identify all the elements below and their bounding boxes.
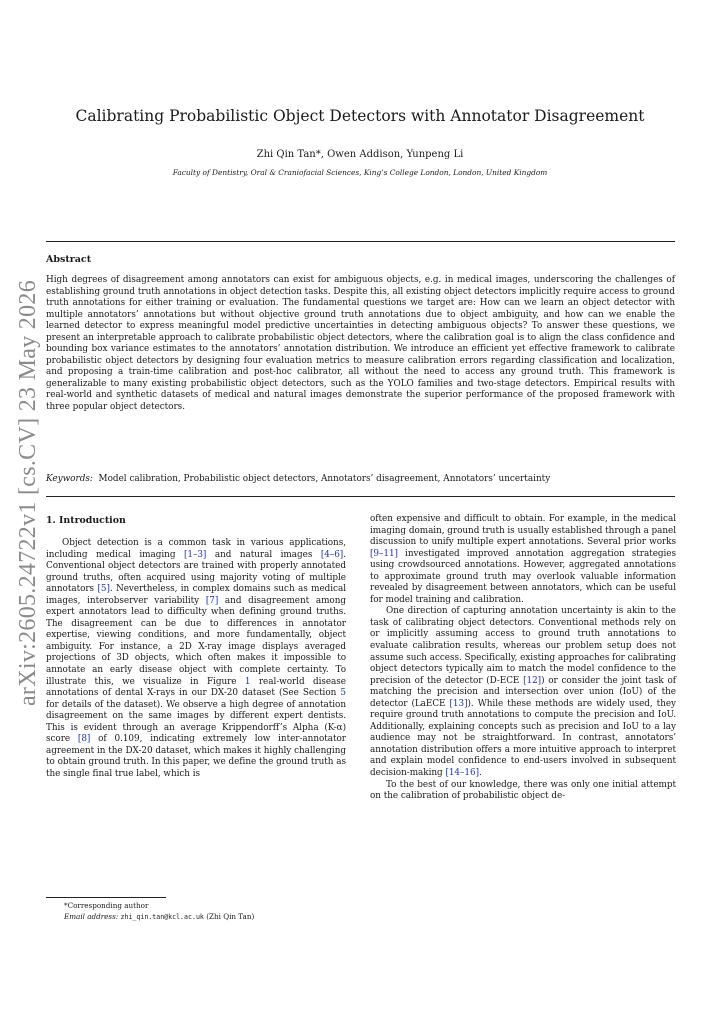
section-reference-link[interactable]: 5 [340, 688, 346, 699]
email-label: Email address: [64, 911, 119, 921]
keywords-label: Keywords: [46, 474, 93, 484]
citation-link[interactable]: [5] [97, 584, 110, 595]
footnote-rule [46, 897, 166, 898]
intro-paragraph-3: To the best of our knowledge, there was only one initial attempt on the calibration of probabilistic object de- [370, 779, 676, 802]
arxiv-sidebar-stamp: arXiv:2605.24722v1 [cs.CV] 23 May 2026 [15, 279, 41, 707]
email-note [46, 912, 346, 923]
citation-link[interactable]: [4–6] [320, 549, 344, 560]
intro-paragraph-continued: often expensive and difficult to obtain. For example, in the medical imaging domain, ground truth is usually established through a panel discussion to unify multiple expert annotations. Several prior works [9–11] investigated improved annotation aggregation strategies using crowdsourced annotations. However, aggregated annotations to approximate ground truth may overlook valuable information revealed by disagreement between annotators, which can be useful for model training and calibration. [370, 514, 677, 605]
footnote [46, 901, 346, 922]
intro-paragraph-1: Object detection is a common task in various applications, including medical imaging [1–3] and natural images [4–6]. Conventional object detectors are trained with properly annotated ground truths, often acquired using majority voting of multiple annotators [5]. Nevertheless, in complex domains such as medical images, interobserver variability [7] and disagreement among expert annotators lead to difficulty when defining ground truths. The disagreement can be due to differences in annotator expertise, viewing conditions, and more fundamentally, object ambiguity. For instance, a 2D X-ray image displays averaged projections of 3D objects, which often makes it impossible to annotate an early disease object with complete certainty. To illustrate this, we visualize in Figure 1 real-world disease annotations of dental X-rays in our DX-20 dataset (See Section 5 for details of the dataset). We observe a high degree of annotation disagreement on the same images by different expert dentists. This is evident through an average Krippendorff’s Alpha (K-α) score [8] of 0.109, indicating extremely low inter-annotator agreement in the DX-20 dataset, which makes it highly challenging to obtain ground truth. In this paper, we define the ground truth as the single final true label, which is [46, 538, 346, 779]
email-owner: (Zhi Qin Tan) [206, 911, 255, 921]
citation-link[interactable]: [7] [205, 595, 219, 606]
citation-link[interactable]: [13] [449, 698, 468, 709]
abstract-heading: Abstract [46, 254, 92, 265]
section-heading-introduction: 1. Introduction [46, 515, 126, 526]
left-column [46, 538, 346, 780]
citation-link[interactable]: [9–11] [370, 548, 398, 559]
citation-link[interactable]: [1–3] [183, 549, 207, 560]
affiliation: Faculty of Dentistry, Oral & Craniofacial Sciences, King’s College London, London, United Kingdom [172, 168, 548, 177]
citation-link[interactable]: [8] [77, 734, 91, 745]
email-address[interactable]: zhi_qin.tan@kcl.ac.uk [120, 912, 204, 921]
abstract-top-rule [46, 241, 675, 242]
right-column [370, 514, 676, 803]
keywords-line [46, 473, 675, 485]
citation-link[interactable]: [12] [523, 675, 542, 686]
corresponding-author-note: *Corresponding author [64, 901, 149, 910]
keywords-text: Model calibration, Probabilistic object detectors, Annotators’ disagreement, Annotators’ uncertainty [98, 474, 551, 484]
abstract-body: High degrees of disagreement among annotators can exist for ambiguous objects, e.g. in medical images, underscoring the challenges of establishing ground truth annotations in object detection tasks. Despite this, all existing object detectors implicitly require access to ground truth annotations for either training or evaluation. The fundamental questions we target are: How can we learn an object detector with multiple annotators’ annotations but without objective ground truth annotations due to object ambiguity, and how can we enable the learned detector to express meaningful model predictive uncertainties in detecting ambiguous objects? To answer these questions, we present an interpretable approach to calibrate probabilistic object detectors, where the calibration goal is to align the class confidence and bounding box variance estimates to the annotators’ annotation distribution. We introduce an efficient yet effective framework to calibrate probabilistic object detectors by designing four evaluation metrics to measure calibration errors regarding classification and localization, and proposing a train-time calibration and post-hoc calibrator, all without the need to access any ground truth. This framework is generalizable to many existing probabilistic object detectors, such as the YOLO families and two-stage detectors. Empirical results with real-world and synthetic datasets of medical and natural images demonstrate the superior performance of the proposed framework with three popular object detectors. [46, 275, 675, 413]
author-list: Zhi Qin Tan*, Owen Addison, Yunpeng Li [256, 149, 464, 160]
paper-title: Calibrating Probabilistic Object Detectors with Annotator Disagreement [75, 107, 645, 125]
figure-reference-link[interactable]: 1 [244, 676, 251, 687]
abstract-bottom-rule [46, 496, 675, 497]
citation-link[interactable]: [14–16] [445, 768, 479, 779]
intro-paragraph-2: One direction of capturing annotation uncertainty is akin to the task of calibrating object detectors. Conventional methods rely on or implicitly assuming access to ground truth annotations to evaluate calibration results, whereas our problem setup does not assume such access. Specifically, existing approaches for calibrating object detectors typically aim to match the model confidence to the precision of the detector (D-ECE [12]) or consider the joint task of matching the precision and intersection over union (IoU) of the detector (LaECE [13]). While these methods are widely used, they require ground truth annotations to compute the precision and IoU. Additionally, explaining concepts such as precision and IoU to a lay audience may not be straightforward. In contrast, annotators’ annotation distribution offers a more intuitive approach to interpret and explain model confidence to end-users involved in subsequent decision-making [14–16]. [370, 606, 677, 779]
